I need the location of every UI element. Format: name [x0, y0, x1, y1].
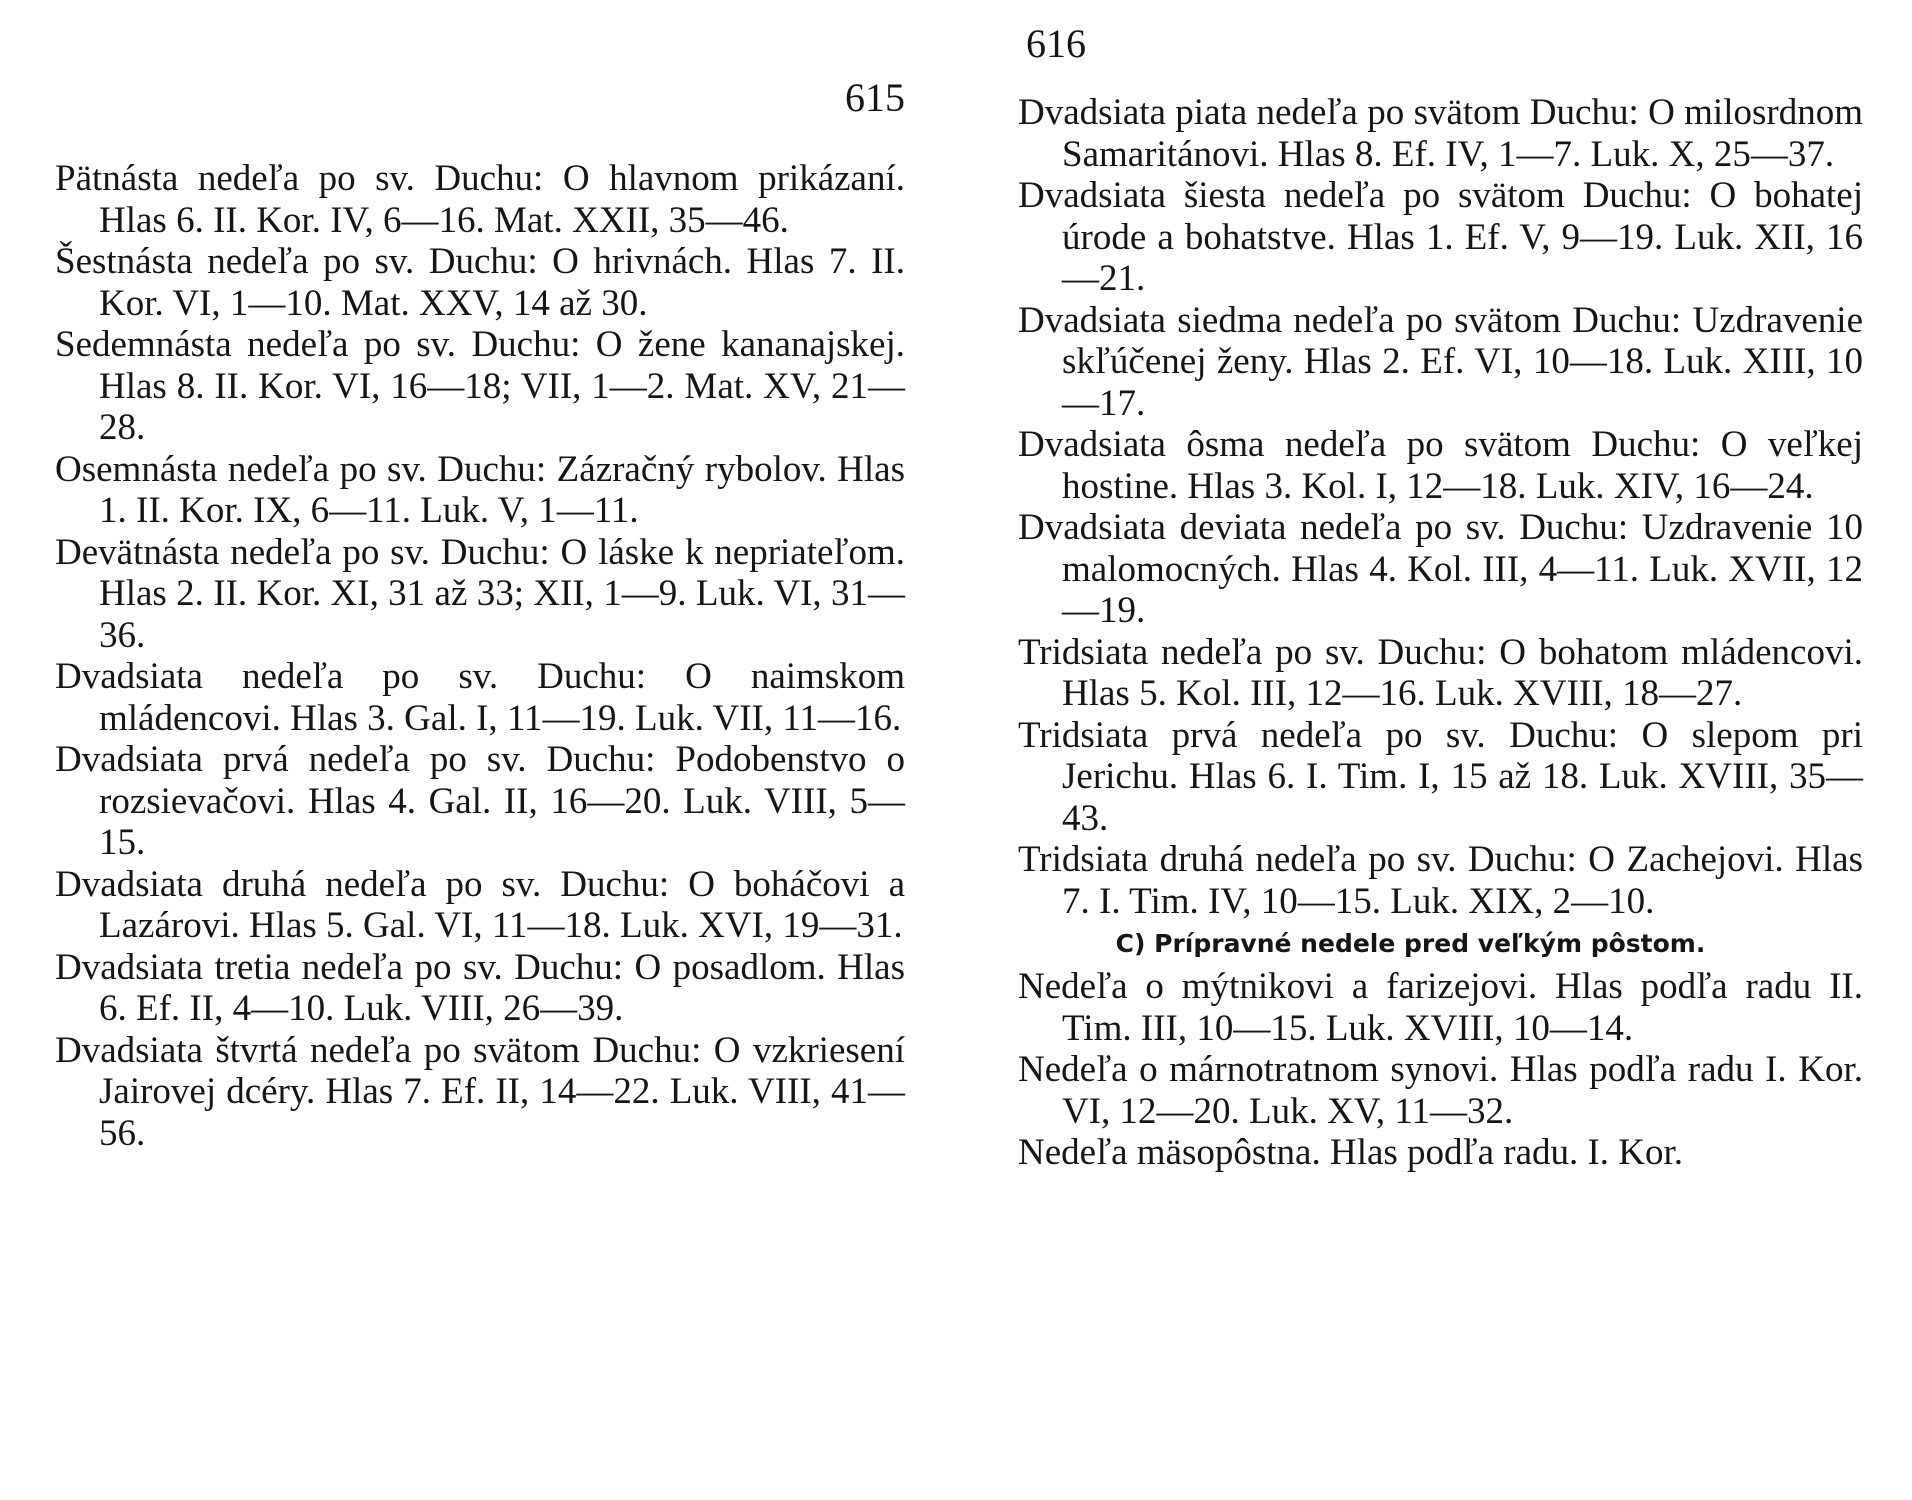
- sunday-entry: Tridsiata druhá nedeľa po sv. Duchu: O Zachejovi. Hlas 7. I. Tim. IV, 10—15. Luk. XIX, 2—10.: [1018, 839, 1863, 922]
- sunday-entry: Devätnásta nedeľa po sv. Duchu: O láske k nepriateľom. Hlas 2. II. Kor. XI, 31 až 33; XII, 1—9. Luk. VI, 31—36.: [55, 531, 905, 656]
- sunday-entry: Sedemnásta nedeľa po sv. Duchu: O žene kananajskej. Hlas 8. II. Kor. VI, 16—18; VII, 1—2. Mat. XV, 21—28.: [55, 324, 905, 448]
- sunday-entry: Dvadsiata šiesta nedeľa po svätom Duchu: O bohatej úrode a bohatstve. Hlas 1. Ef. V, 9—19. Luk. XII, 16—21.: [1018, 175, 1863, 299]
- page-number-left: 615: [845, 75, 905, 120]
- sunday-entry: Tridsiata prvá nedeľa po sv. Duchu: O slepom pri Jerichu. Hlas 6. I. Tim. I, 15 až 18. Luk. XVIII, 35—43.: [1018, 714, 1863, 839]
- section-heading: C) Prípravné nedele pred veľkým pôstom.: [1115, 929, 1706, 958]
- sunday-entry: Šestnásta nedeľa po sv. Duchu: O hrivnách. Hlas 7. II. Kor. VI, 1—10. Mat. XXV, 14 až 30.: [55, 241, 905, 324]
- sunday-entry: Dvadsiata deviata nedeľa po sv. Duchu: Uzdravenie 10 malomocných. Hlas 4. Kol. III, 4—11. Luk. XVII, 12—19.: [1018, 507, 1863, 631]
- sunday-entry: Dvadsiata piata nedeľa po svätom Duchu: O milosrdnom Samaritánovi. Hlas 8. Ef. IV, 1—7. Luk. X, 25—37.: [1018, 92, 1863, 175]
- sunday-entry: Nedeľa o mýtnikovi a farizejovi. Hlas podľa radu II. Tim. III, 10—15. Luk. XVIII, 10—14.: [1018, 966, 1863, 1049]
- sunday-entry: Tridsiata nedeľa po sv. Duchu: O bohatom mládencovi. Hlas 5. Kol. III, 12—16. Luk. XVIII, 18—27.: [1018, 631, 1863, 714]
- sunday-entry: Dvadsiata siedma nedeľa po svätom Duchu: Uzdravenie skľúčenej ženy. Hlas 2. Ef. VI, 10—18. Luk. XIII, 10—17.: [1018, 299, 1863, 424]
- sunday-entry: Nedeľa mäsopôstna. Hlas podľa radu. I. Kor.: [1018, 1132, 1684, 1173]
- sunday-entry: Dvadsiata nedeľa po sv. Duchu: O naimskom mládencovi. Hlas 3. Gal. I, 11—19. Luk. VII, 11—16.: [55, 656, 905, 739]
- sunday-entry: Dvadsiata druhá nedeľa po sv. Duchu: O boháčovi a Lazárovi. Hlas 5. Gal. VI, 11—18. Luk. XVI, 19—31.: [55, 863, 905, 946]
- sunday-entry: Dvadsiata tretia nedeľa po sv. Duchu: O posadlom. Hlas 6. Ef. II, 4—10. Luk. VIII, 26—39.: [55, 946, 905, 1029]
- sunday-entry: Nedeľa o márnotratnom synovi. Hlas podľa radu I. Kor. VI, 12—20. Luk. XV, 11—32.: [1018, 1049, 1863, 1132]
- sunday-entry: Dvadsiata ôsma nedeľa po svätom Duchu: O veľkej hostine. Hlas 3. Kol. I, 12—18. Luk. XIV, 16—24.: [1018, 424, 1863, 507]
- page-number-right: 616: [1026, 21, 1086, 66]
- sunday-entry: Pätnásta nedeľa po sv. Duchu: O hlavnom prikázaní. Hlas 6. II. Kor. IV, 6—16. Mat. XXII, 35—46.: [55, 158, 905, 241]
- sunday-entry: Osemnásta nedeľa po sv. Duchu: Zázračný rybolov. Hlas 1. II. Kor. IX, 6—11. Luk. V, 1—11.: [55, 448, 905, 531]
- right-entry-list: [1018, 92, 1863, 1174]
- sunday-entry: Dvadsiata štvrtá nedeľa po svätom Duchu: O vzkriesení Jairovej dcéry. Hlas 7. Ef. II, 14—22. Luk. VIII, 41—56.: [55, 1029, 905, 1154]
- sunday-entry: Dvadsiata prvá nedeľa po sv. Duchu: Podobenstvo o rozsievačovi. Hlas 4. Gal. II, 16—20. Luk. VIII, 5—15.: [55, 739, 905, 863]
- left-entry-list: [55, 158, 905, 1154]
